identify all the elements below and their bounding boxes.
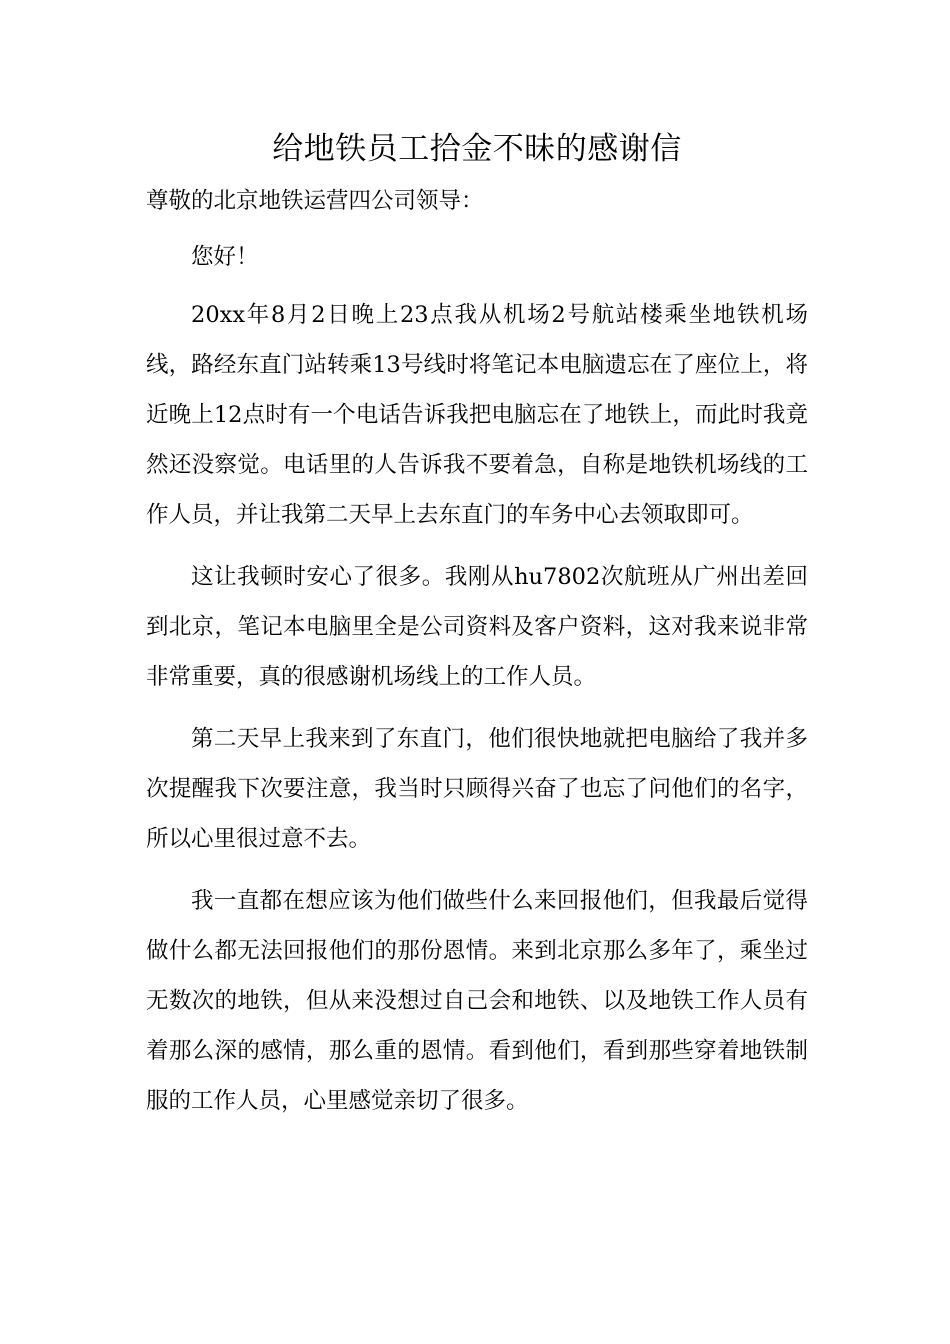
letter-title: 给地铁员工拾金不昧的感谢信 xyxy=(272,131,682,167)
letter-body xyxy=(146,124,808,1126)
letter-paragraph: 这让我顿时安心了很多。我刚从hu7802次航班从广州出差回到北京，笔记本电脑里全是公司资料及客户资料，这对我来说非常非常重要，真的很感谢机场线上的工作人员。 xyxy=(146,564,808,690)
letter-paragraph: 第二天早上我来到了东直门，他们很快地就把电脑给了我并多次提醒我下次要注意，我当时只顾得兴奋了也忘了问他们的名字，所以心里很过意不去。 xyxy=(146,726,808,852)
letter-paragraph: 我一直都在想应该为他们做些什么来回报他们，但我最后觉得做什么都无法回报他们的那份恩情。来到北京那么多年了，乘坐过无数次的地铁，但从来没想过自己会和地铁、以及地铁工作人员有着那么深的感情，那么重的恩情。看到他们，看到那些穿着地铁制服的工作人员，心里感觉亲切了很多。 xyxy=(146,888,808,1114)
letter-salutation: 尊敬的北京地铁运营四公司领导： xyxy=(146,188,484,214)
letter-greeting: 您好！ xyxy=(191,244,259,270)
letter-paragraph: 20xx年8月2日晚上23点我从机场2号航站楼乘坐地铁机场线，路经东直门站转乘13号线时将笔记本电脑遗忘在了座位上，将近晚上12点时有一个电话告诉我把电脑忘在了地铁上，而此时我竟然还没察觉。电话里的人告诉我不要着急，自称是地铁机场线的工作人员，并让我第二天早上去东直门的车务中心去领取即可。 xyxy=(146,302,808,528)
